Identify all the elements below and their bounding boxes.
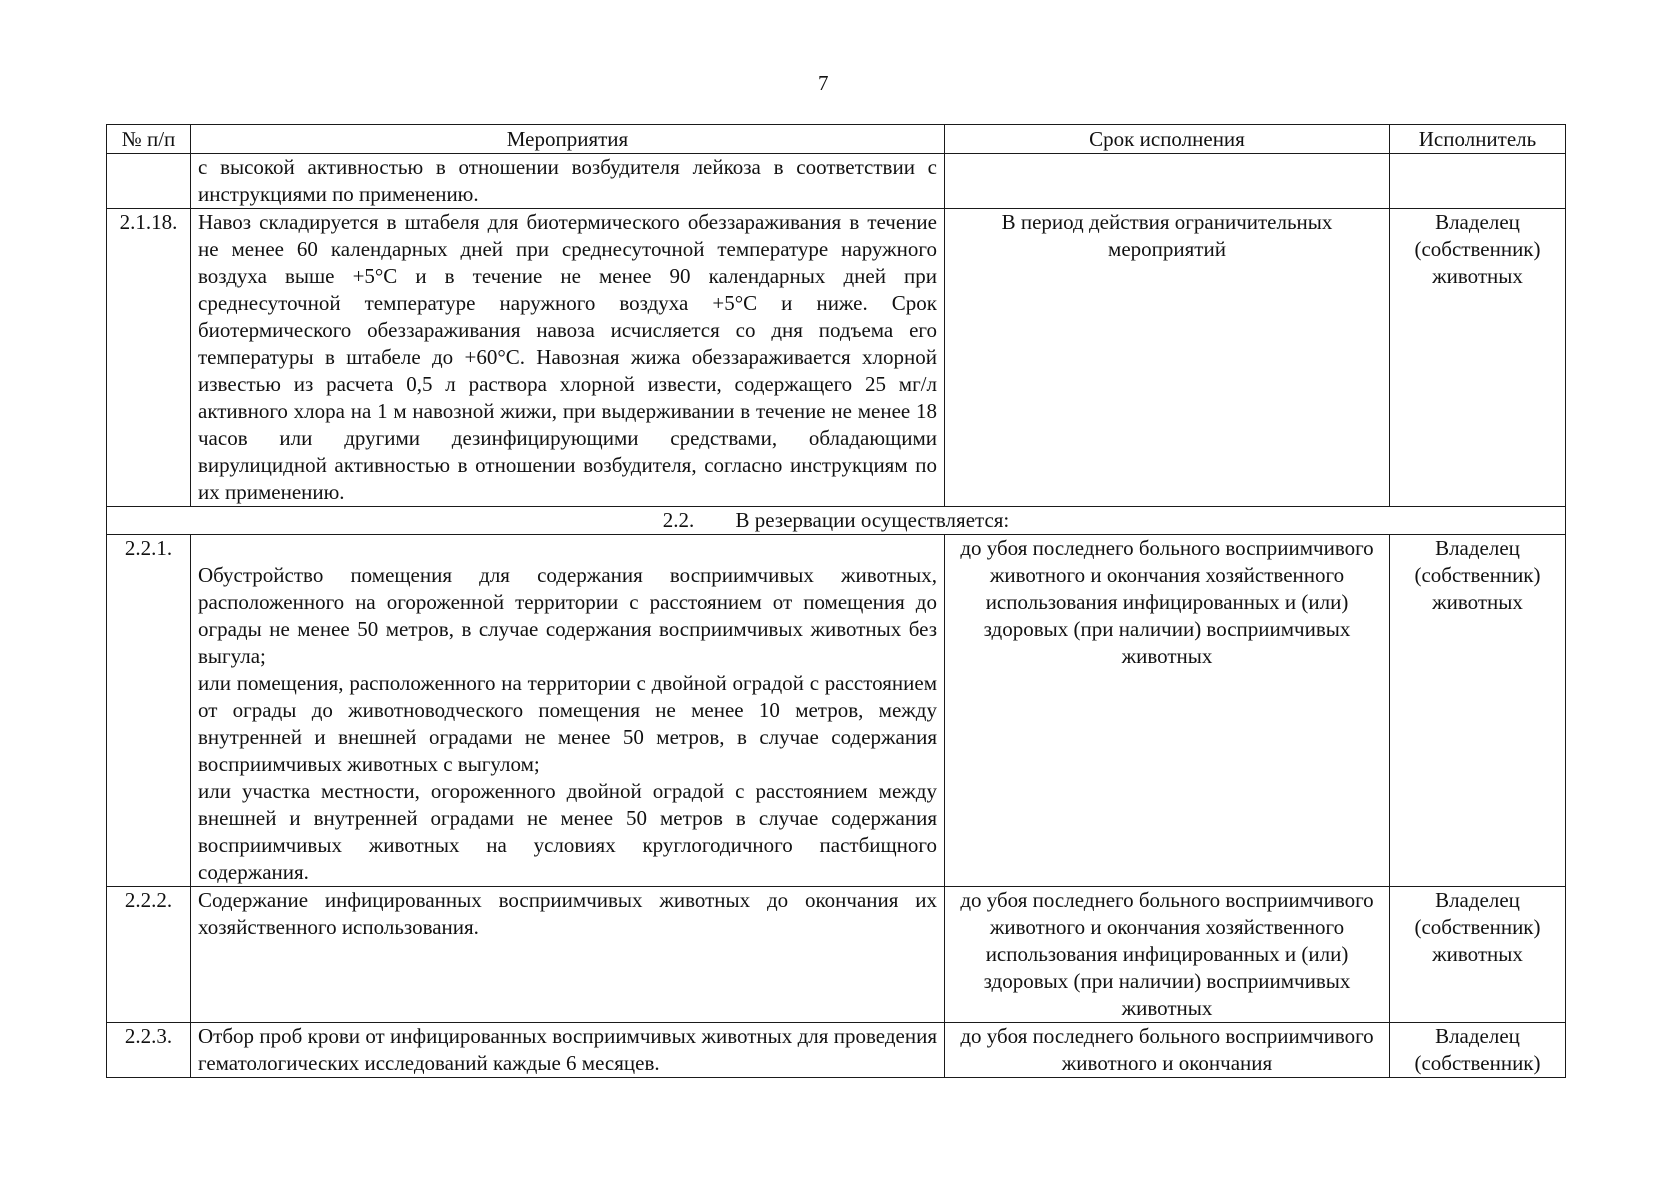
row-term: до убоя последнего больного восприимчивого животного и окончания хозяйственного использования инфицированных и (или) здоровых (при наличии) восприимчивых животных (945, 887, 1390, 1023)
table-row-2-2-2 (107, 887, 1566, 1023)
row-executor (1390, 154, 1566, 209)
measure-paragraph: или участка местности, огороженного двойной оградой с расстоянием между внешней и внутренней оградами не менее 50 метров в случае содержания восприимчивых животных на условиях круглогодичного пастбищного содержания. (198, 779, 937, 884)
row-num: 2.2.1. (107, 535, 191, 887)
row-executor: Владелец (собственник) (1390, 1023, 1566, 1078)
row-term (945, 154, 1390, 209)
row-executor: Владелец (собственник) животных (1390, 209, 1566, 507)
section-heading (107, 507, 1566, 535)
row-num (107, 154, 191, 209)
measures-table (106, 124, 1566, 1078)
row-measure (191, 535, 945, 887)
table-row-2-2-3 (107, 1023, 1566, 1078)
section-title: В резервации осуществляется: (735, 508, 1010, 532)
table-row-2-1-18 (107, 209, 1566, 507)
row-measure: Навоз складируется в штабеля для биотермического обеззараживания в течение не менее 60 календарных дней при среднесуточной температуре наружного воздуха выше +5°С и в течение не менее 90 календарных дней при среднесуточной температуре наружного воздуха +5°С и ниже. Срок биотермического обеззараживания навоза исчисляется со дня подъема его температуры в штабеле до +60°С. Навозная жижа обеззараживается хлорной известью из расчета 0,5 л раствора хлорной извести, содержащего 25 мг/л активного хлора на 1 м навозной жижи, при выдерживании в течение не менее 18 часов или другими дезинфицирующими средствами, обладающими вирулицидной активностью в отношении возбудителя, согласно инструкциям по их применению. (191, 209, 945, 507)
row-measure: Содержание инфицированных восприимчивых животных до окончания их хозяйственного использования. (191, 887, 945, 1023)
section-row-2-2 (107, 507, 1566, 535)
row-measure: с высокой активностью в отношении возбудителя лейкоза в соответствии с инструкциями по применению. (191, 154, 945, 209)
row-num: 2.2.2. (107, 887, 191, 1023)
row-term: В период действия ограничительных мероприятий (945, 209, 1390, 507)
measure-paragraph: Обустройство помещения для содержания восприимчивых животных, расположенного на огороженной территории с расстоянием от помещения до ограды не менее 50 метров, в случае содержания восприимчивых животных без выгула; (198, 563, 937, 668)
row-executor: Владелец (собственник) животных (1390, 535, 1566, 887)
row-term: до убоя последнего больного восприимчивого животного и окончания хозяйственного использования инфицированных и (или) здоровых (при наличии) восприимчивых животных (945, 535, 1390, 887)
measure-paragraph: или помещения, расположенного на территории с двойной оградой с расстоянием от ограды до животноводческого помещения не менее 10 метров, между внутренней и внешней оградами не менее 50 метров, в случае содержания восприимчивых животных с выгулом; (198, 671, 937, 776)
header-measure: Мероприятия (191, 125, 945, 154)
table-row-continuation (107, 154, 1566, 209)
header-num: № п/п (107, 125, 191, 154)
row-term: до убоя последнего больного восприимчивого животного и окончания (945, 1023, 1390, 1078)
row-measure: Отбор проб крови от инфицированных восприимчивых животных для проведения гематологических исследований каждые 6 месяцев. (191, 1023, 945, 1078)
page-number: 7 (818, 71, 829, 95)
row-executor: Владелец (собственник) животных (1390, 887, 1566, 1023)
row-num: 2.2.3. (107, 1023, 191, 1078)
row-num: 2.1.18. (107, 209, 191, 507)
header-executor: Исполнитель (1390, 125, 1566, 154)
table-row-2-2-1 (107, 535, 1566, 887)
section-number: 2.2. (662, 508, 695, 532)
table-header-row (107, 125, 1566, 154)
header-term: Срок исполнения (945, 125, 1390, 154)
